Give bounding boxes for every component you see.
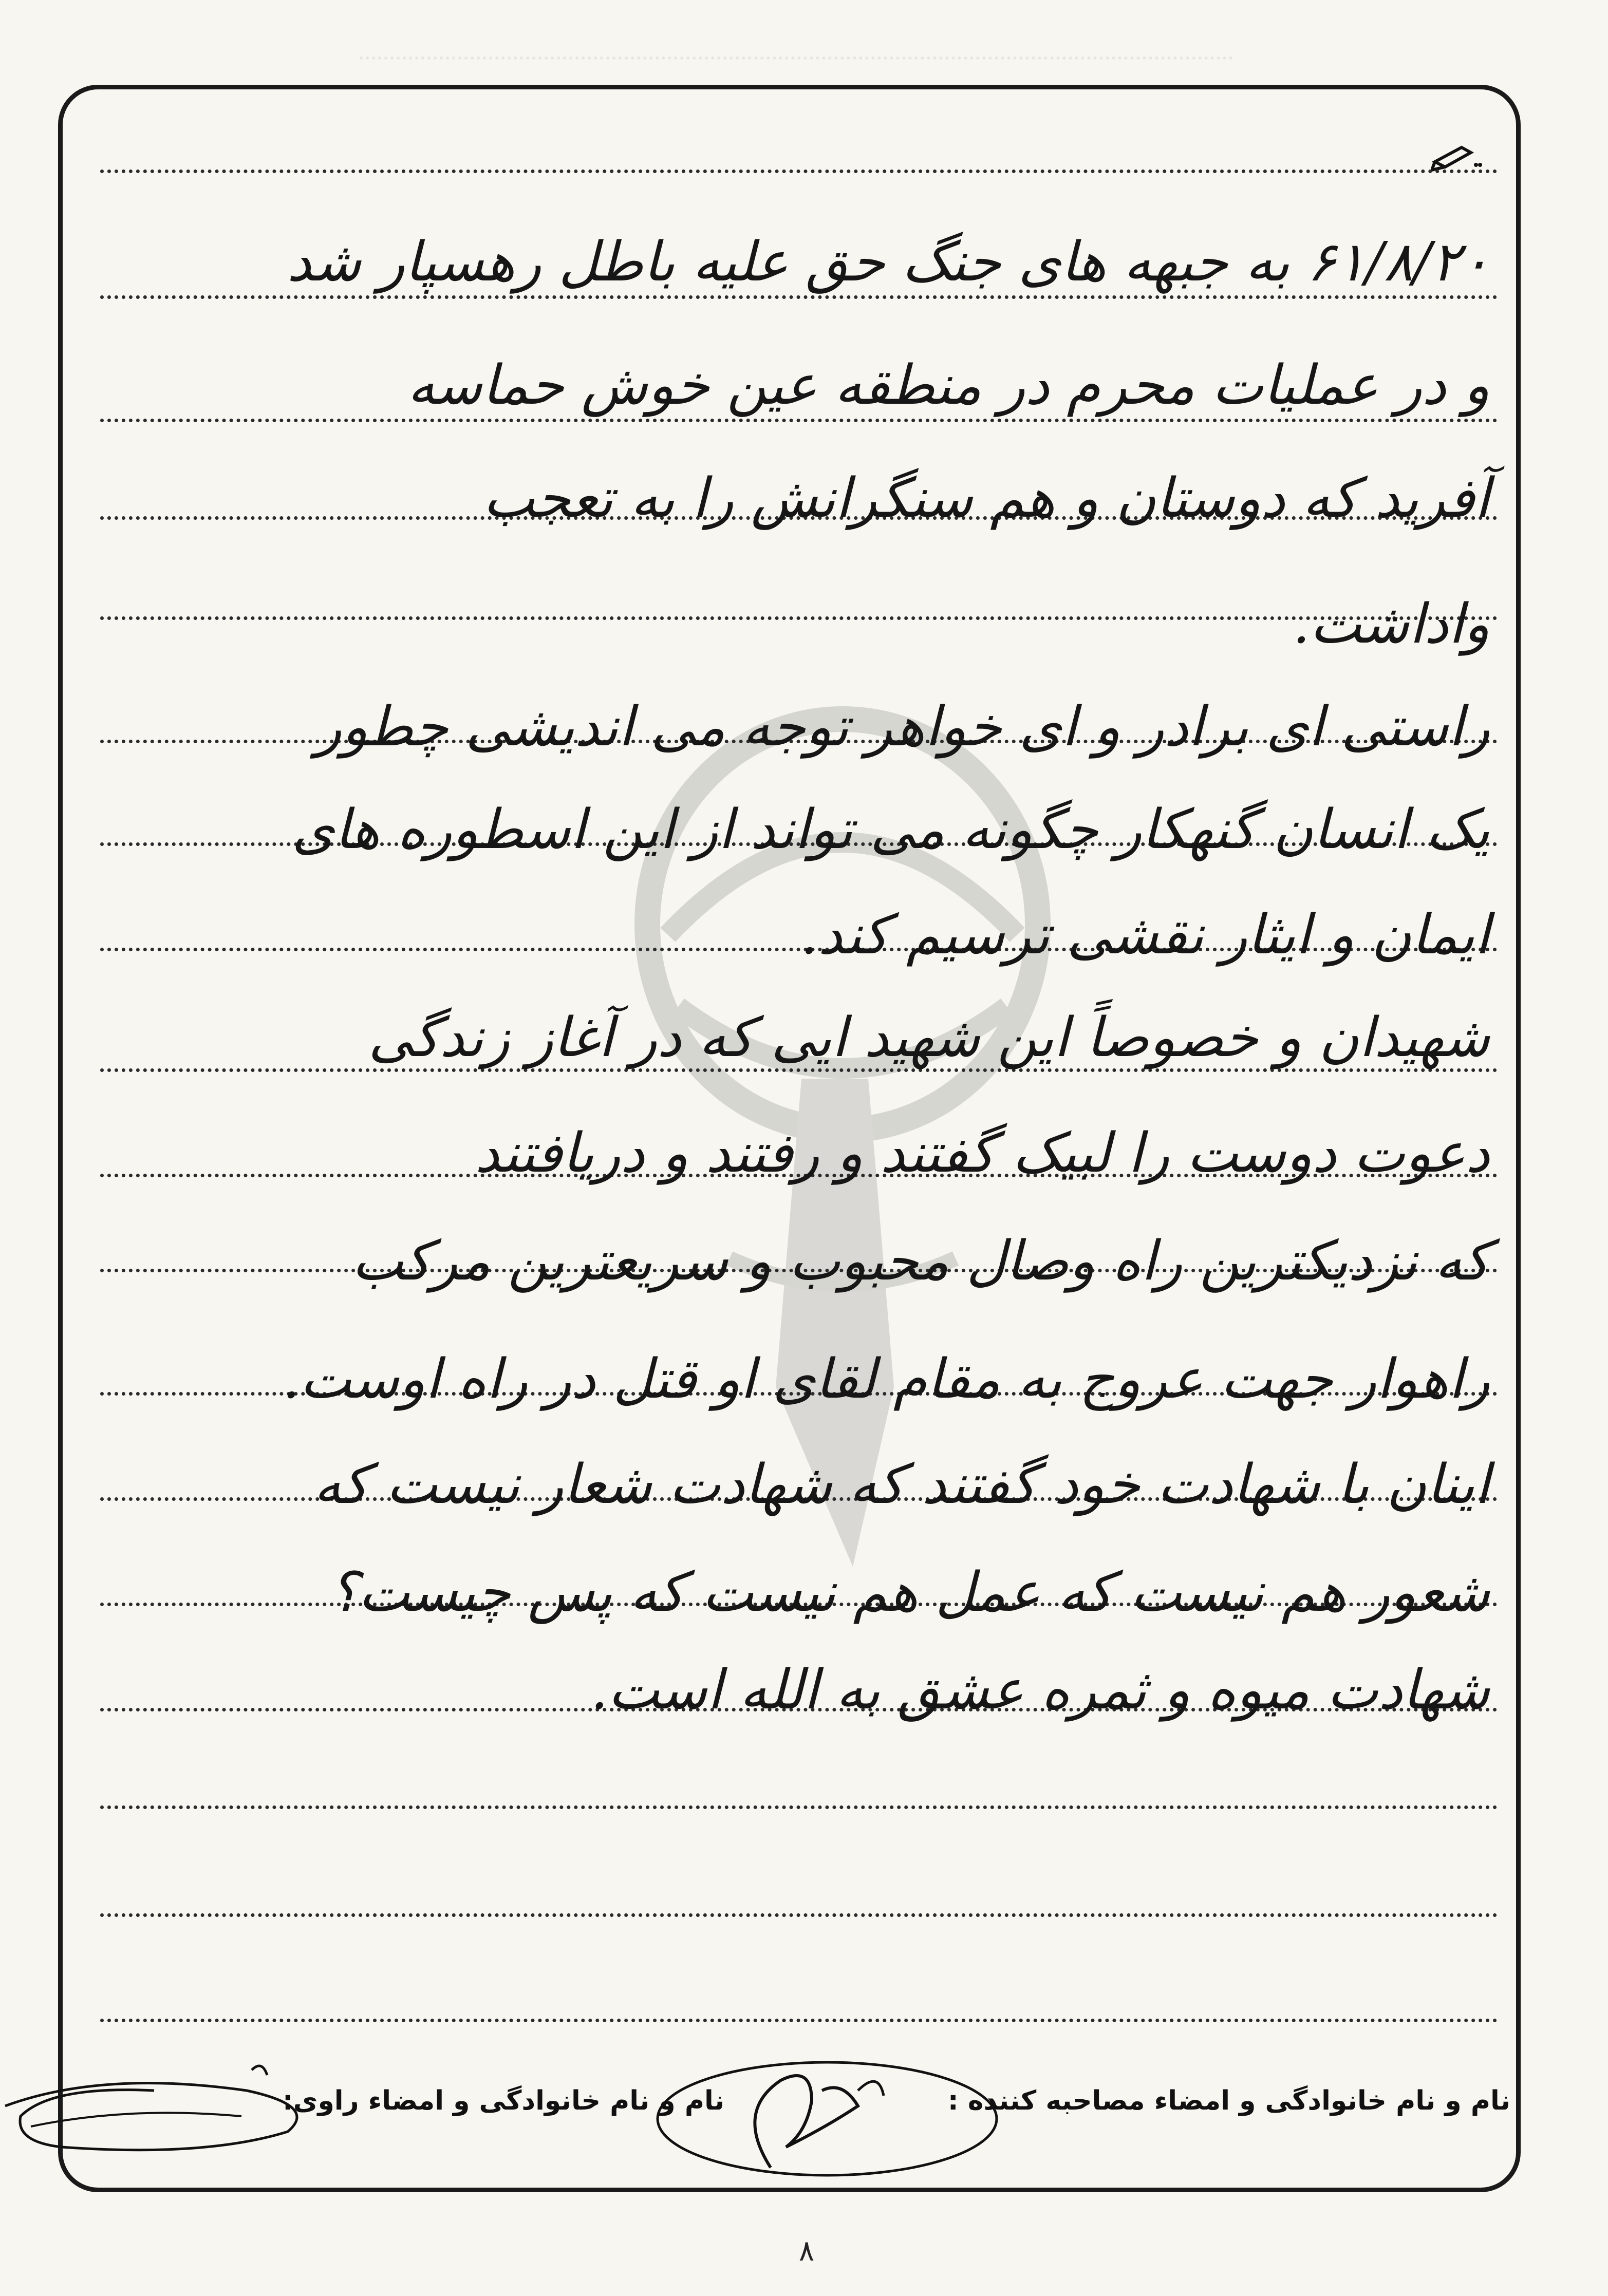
handwritten-line: راهوار جهت عروج به مقام لقای او قتل در راه اوست. [283,1347,1490,1410]
handwritten-line: شعور هم نیست که عمل هم نیست که پس چیست؟ [329,1560,1490,1624]
handwritten-line: راستی ای برادر و ای خواهر توجه می اندیشی چطور [315,695,1490,758]
handwritten-line: ۶۱/۸/۲۰ به جبهه های جنگ حق علیه باطل رهسپار شد [287,230,1490,293]
handwritten-line: دعوت دوست را لبیک گفتند و رفتند و دریافتند [475,1121,1490,1184]
ruled-line [100,1913,1498,1917]
handwritten-line: که نزدیکترین راه وصال محبوب و سریعترین مرکب [351,1229,1490,1292]
handwritten-line: اینان با شهادت خود گفتند که شهادت شعار نیست که [313,1453,1490,1516]
narrator-signature [0,2049,334,2173]
interviewer-signature [642,2049,1027,2188]
handwritten-line: واداشت. [1293,592,1490,655]
handwritten-line: ایمان و ایثار نقشی ترسیم کند. [800,903,1490,966]
handwritten-line: شهادت میوه و ثمره عشق به الله است. [590,1658,1490,1721]
handwritten-line: شهیدان و خصوصاً این شهید ایی که در آغاز زندگی [368,1006,1490,1069]
ruled-line [100,419,1498,422]
narrator-signature-label: نام و نام خانوادگی و امضاء راوی: [283,2085,724,2116]
interviewer-signature-label: نام و نام خانوادگی و امضاء مصاحبه کننده : [947,2085,1510,2116]
watermark-emblem [534,616,1151,1592]
handwritten-line: آفرید که دوستان و هم سنگرانش را به تعجب [483,466,1490,530]
ruled-line [100,295,1498,299]
faint-header-bleed [360,57,1233,75]
ruled-line [100,616,1498,620]
pen-icon [1431,141,1482,172]
ruled-line [100,2019,1498,2022]
page-number: ۸ [798,2234,815,2268]
handwritten-line: و در عملیات محرم در منطقه عین خوش حماسه [407,353,1490,417]
handwritten-line: یک انسان گنهکار چگونه می تواند از این اسطوره های [292,798,1490,861]
ruled-line [100,1805,1498,1809]
ruled-line [100,170,1498,173]
